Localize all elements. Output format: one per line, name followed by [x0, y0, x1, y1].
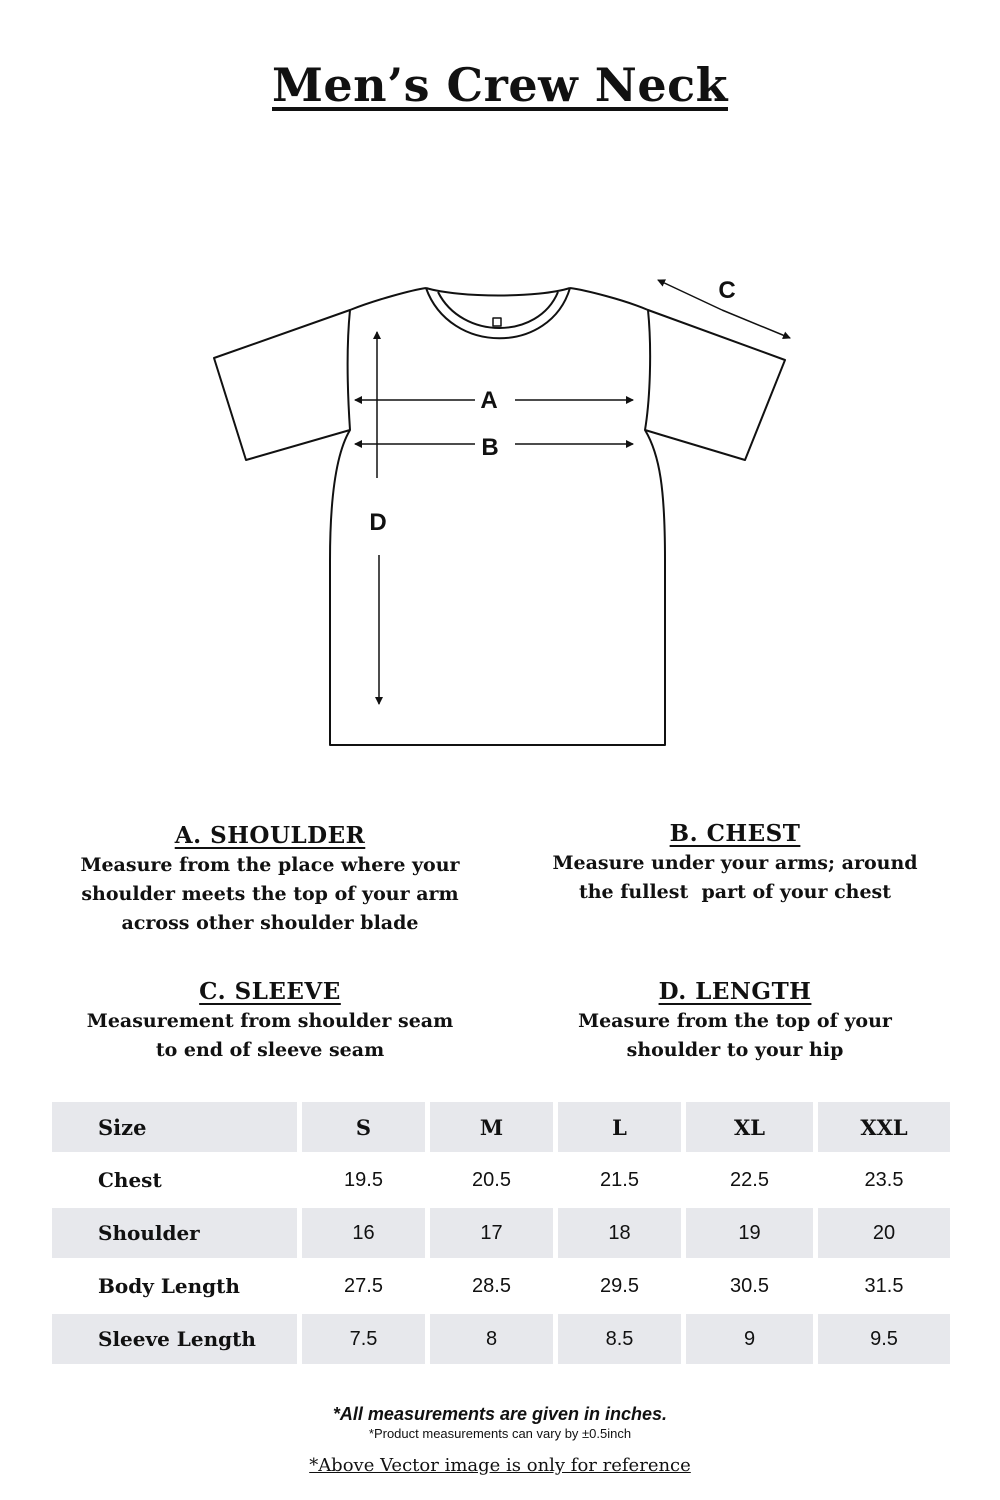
tshirt-outline	[214, 288, 785, 745]
table-cell: 28.5	[472, 1274, 511, 1297]
table-cell: 19.5	[344, 1168, 383, 1191]
chest-heading: B. CHEST	[669, 820, 801, 847]
row-label: Shoulder	[52, 1208, 297, 1258]
table-cell: 9.5	[818, 1314, 950, 1364]
table-cell: 30.5	[730, 1274, 769, 1297]
table-cell: 20	[818, 1208, 950, 1258]
tshirt-diagram	[200, 260, 800, 760]
table-cell: 7.5	[302, 1314, 425, 1364]
table-cell: 27.5	[344, 1274, 383, 1297]
table-cell: 17	[430, 1208, 553, 1258]
sleeve-heading: C. SLEEVE	[199, 978, 341, 1005]
table-cell: 21.5	[600, 1168, 639, 1191]
shoulder-line-2: shoulder meets the top of your arm	[81, 883, 459, 905]
sleeve-line-2: to end of sleeve seam	[155, 1039, 385, 1061]
shoulder-line-3: across other shoulder blade	[121, 912, 419, 934]
shoulder-description	[80, 822, 460, 938]
table-cell: 22.5	[730, 1168, 769, 1191]
table-cell: 8.5	[558, 1314, 681, 1364]
variance-note: *Product measurements can vary by ±0.5inch	[368, 1426, 632, 1441]
table-cell: 18	[558, 1208, 681, 1258]
row-label: Chest	[98, 1168, 162, 1192]
table-cell: 19	[686, 1208, 813, 1258]
length-line-2: shoulder to your hip	[626, 1039, 844, 1061]
chest-line-2: the fullest part of your chest	[578, 881, 892, 903]
table-row-body-length	[52, 1261, 950, 1311]
reference-note: *Above Vector image is only for reference	[309, 1455, 691, 1476]
table-row-chest	[52, 1155, 950, 1205]
header-cell-xl: XL	[686, 1102, 813, 1152]
table-cell: 23.5	[864, 1168, 904, 1191]
label-c: C	[718, 277, 736, 304]
label-b: B	[481, 434, 499, 461]
chest-description	[545, 820, 925, 907]
sleeve-line-1: Measurement from shoulder seam	[86, 1010, 454, 1032]
table-header-row	[52, 1102, 950, 1152]
shoulder-heading: A. SHOULDER	[174, 822, 366, 849]
measurement-unit-note: *All measurements are given in inches.	[332, 1404, 668, 1424]
row-label: Body Length	[98, 1274, 240, 1298]
header-cell-m: M	[430, 1102, 553, 1152]
label-a: A	[480, 387, 498, 414]
table-cell: 31.5	[864, 1274, 904, 1297]
header-cell-s: S	[302, 1102, 425, 1152]
length-heading: D. LENGTH	[658, 978, 812, 1005]
table-row-shoulder	[52, 1208, 950, 1258]
header-cell-l: L	[558, 1102, 681, 1152]
page-title: Men’s Crew Neck	[272, 58, 728, 112]
size-chart-table	[52, 1102, 950, 1367]
length-description	[545, 978, 925, 1065]
chest-line-1: Measure under your arms; around	[552, 852, 918, 874]
shoulder-line-1: Measure from the place where your	[80, 854, 460, 876]
table-cell: 29.5	[600, 1274, 639, 1297]
measure-arrows	[355, 280, 790, 704]
length-line-1: Measure from the top of your	[578, 1010, 892, 1032]
table-cell: 9	[686, 1314, 813, 1364]
table-cell: 20.5	[472, 1168, 511, 1191]
label-d: D	[369, 509, 387, 536]
header-cell-size: Size	[52, 1102, 297, 1152]
table-cell: 8	[430, 1314, 553, 1364]
table-cell: 16	[302, 1208, 425, 1258]
header-cell-xxl: XXL	[818, 1102, 950, 1152]
row-label: Sleeve Length	[52, 1314, 297, 1364]
table-row-sleeve-length	[52, 1314, 950, 1364]
sleeve-description	[80, 978, 460, 1065]
